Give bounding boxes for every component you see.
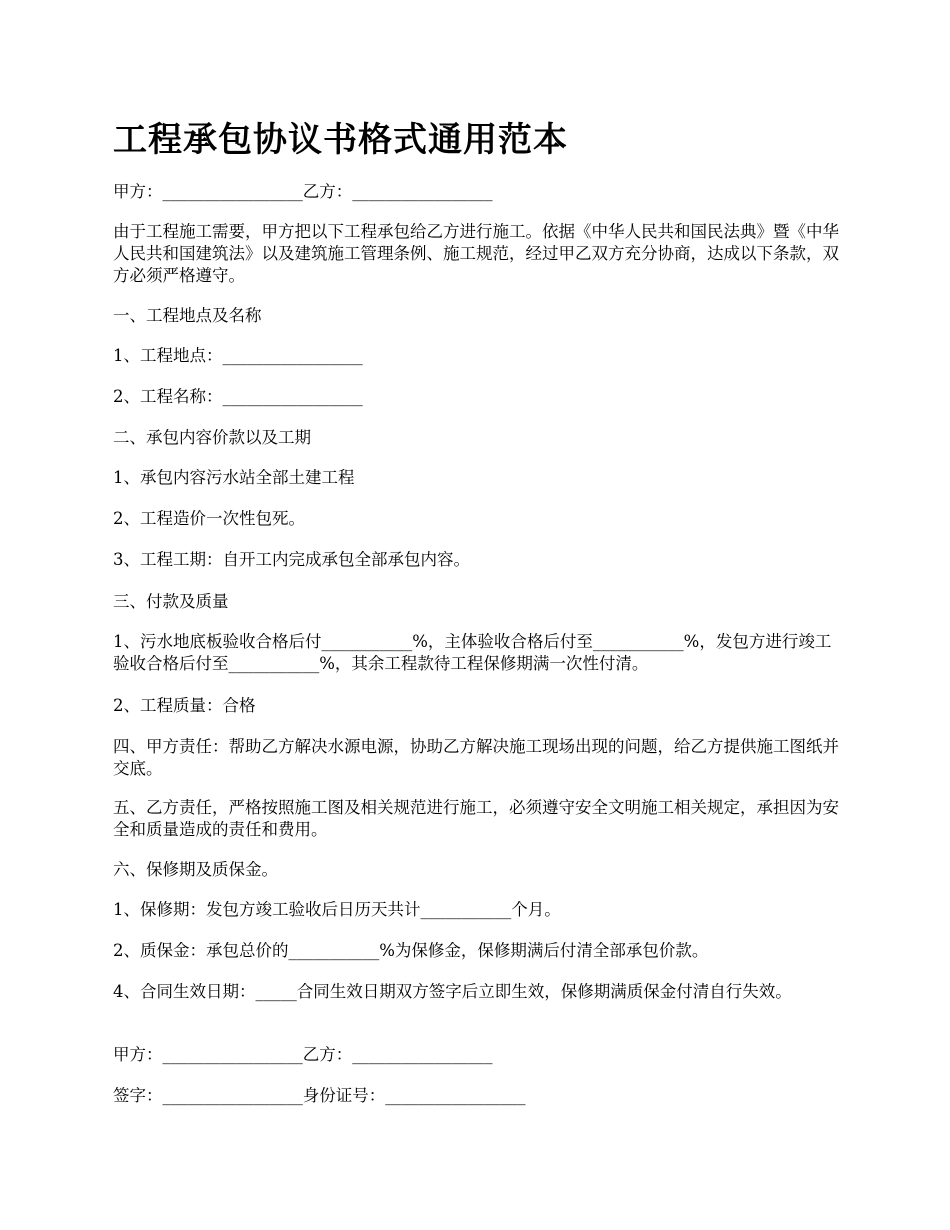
contract-content: 1、承包内容污水站全部土建工程 bbox=[113, 468, 355, 487]
document-title: 工程承包协议书格式通用范本 bbox=[113, 120, 568, 160]
section-3-heading: 三、付款及质量 bbox=[113, 592, 229, 611]
project-name: 2、工程名称：_________________ bbox=[113, 387, 363, 406]
section-2-heading: 二、承包内容价款以及工期 bbox=[113, 428, 311, 447]
section-6-heading: 六、保修期及质保金。 bbox=[113, 860, 278, 879]
intro-paragraph: 由于工程施工需要，甲方把以下工程承包给乙方进行施工。依据《中华人民共和国民法典》暨《中华人民共和国建筑法》以及建筑施工管理条例、施工规范，经过甲乙双方充分协商，达成以下条款，双方必须严格遵守。 bbox=[113, 222, 839, 285]
section-1-heading: 一、工程地点及名称 bbox=[113, 306, 262, 325]
contract-price: 2、工程造价一次性包死。 bbox=[113, 509, 305, 528]
party-b-responsibility: 五、乙方责任，严格按照施工图及相关规范进行施工，必须遵守安全文明施工相关规定，承担因为安全和质量造成的责任和费用。 bbox=[113, 798, 839, 839]
effective-date: 4、合同生效日期：_____合同生效日期双方签字后立即生效，保修期满质保金付清自行失效。 bbox=[113, 982, 792, 1001]
party-line-bottom: 甲方：_________________乙方：_________________ bbox=[113, 1045, 493, 1064]
party-a-responsibility: 四、甲方责任：帮助乙方解决水源电源，协助乙方解决施工现场出现的问题，给乙方提供施工图纸并交底。 bbox=[113, 737, 839, 778]
payment-terms: 1、污水地底板验收合格后付___________%，主体验收合格后付至___________%，发包方进行竣工验收合格后付至___________%，其余工程款待工程保修期满一次性付清。 bbox=[113, 632, 832, 673]
party-line-top: 甲方：_________________乙方：_________________ bbox=[113, 182, 493, 201]
warranty-deposit: 2、质保金：承包总价的___________%为保修金，保修期满后付清全部承包价款。 bbox=[113, 941, 709, 960]
warranty-period: 1、保修期：发包方竣工验收后日历天共计___________个月。 bbox=[113, 900, 561, 919]
quality-requirement: 2、工程质量：合格 bbox=[113, 696, 256, 715]
signature-line: 签字：_________________身份证号：_________________ bbox=[113, 1086, 526, 1105]
contract-duration: 3、工程工期：自开工内完成承包全部承包内容。 bbox=[113, 550, 470, 569]
project-location: 1、工程地点：_________________ bbox=[113, 346, 363, 365]
